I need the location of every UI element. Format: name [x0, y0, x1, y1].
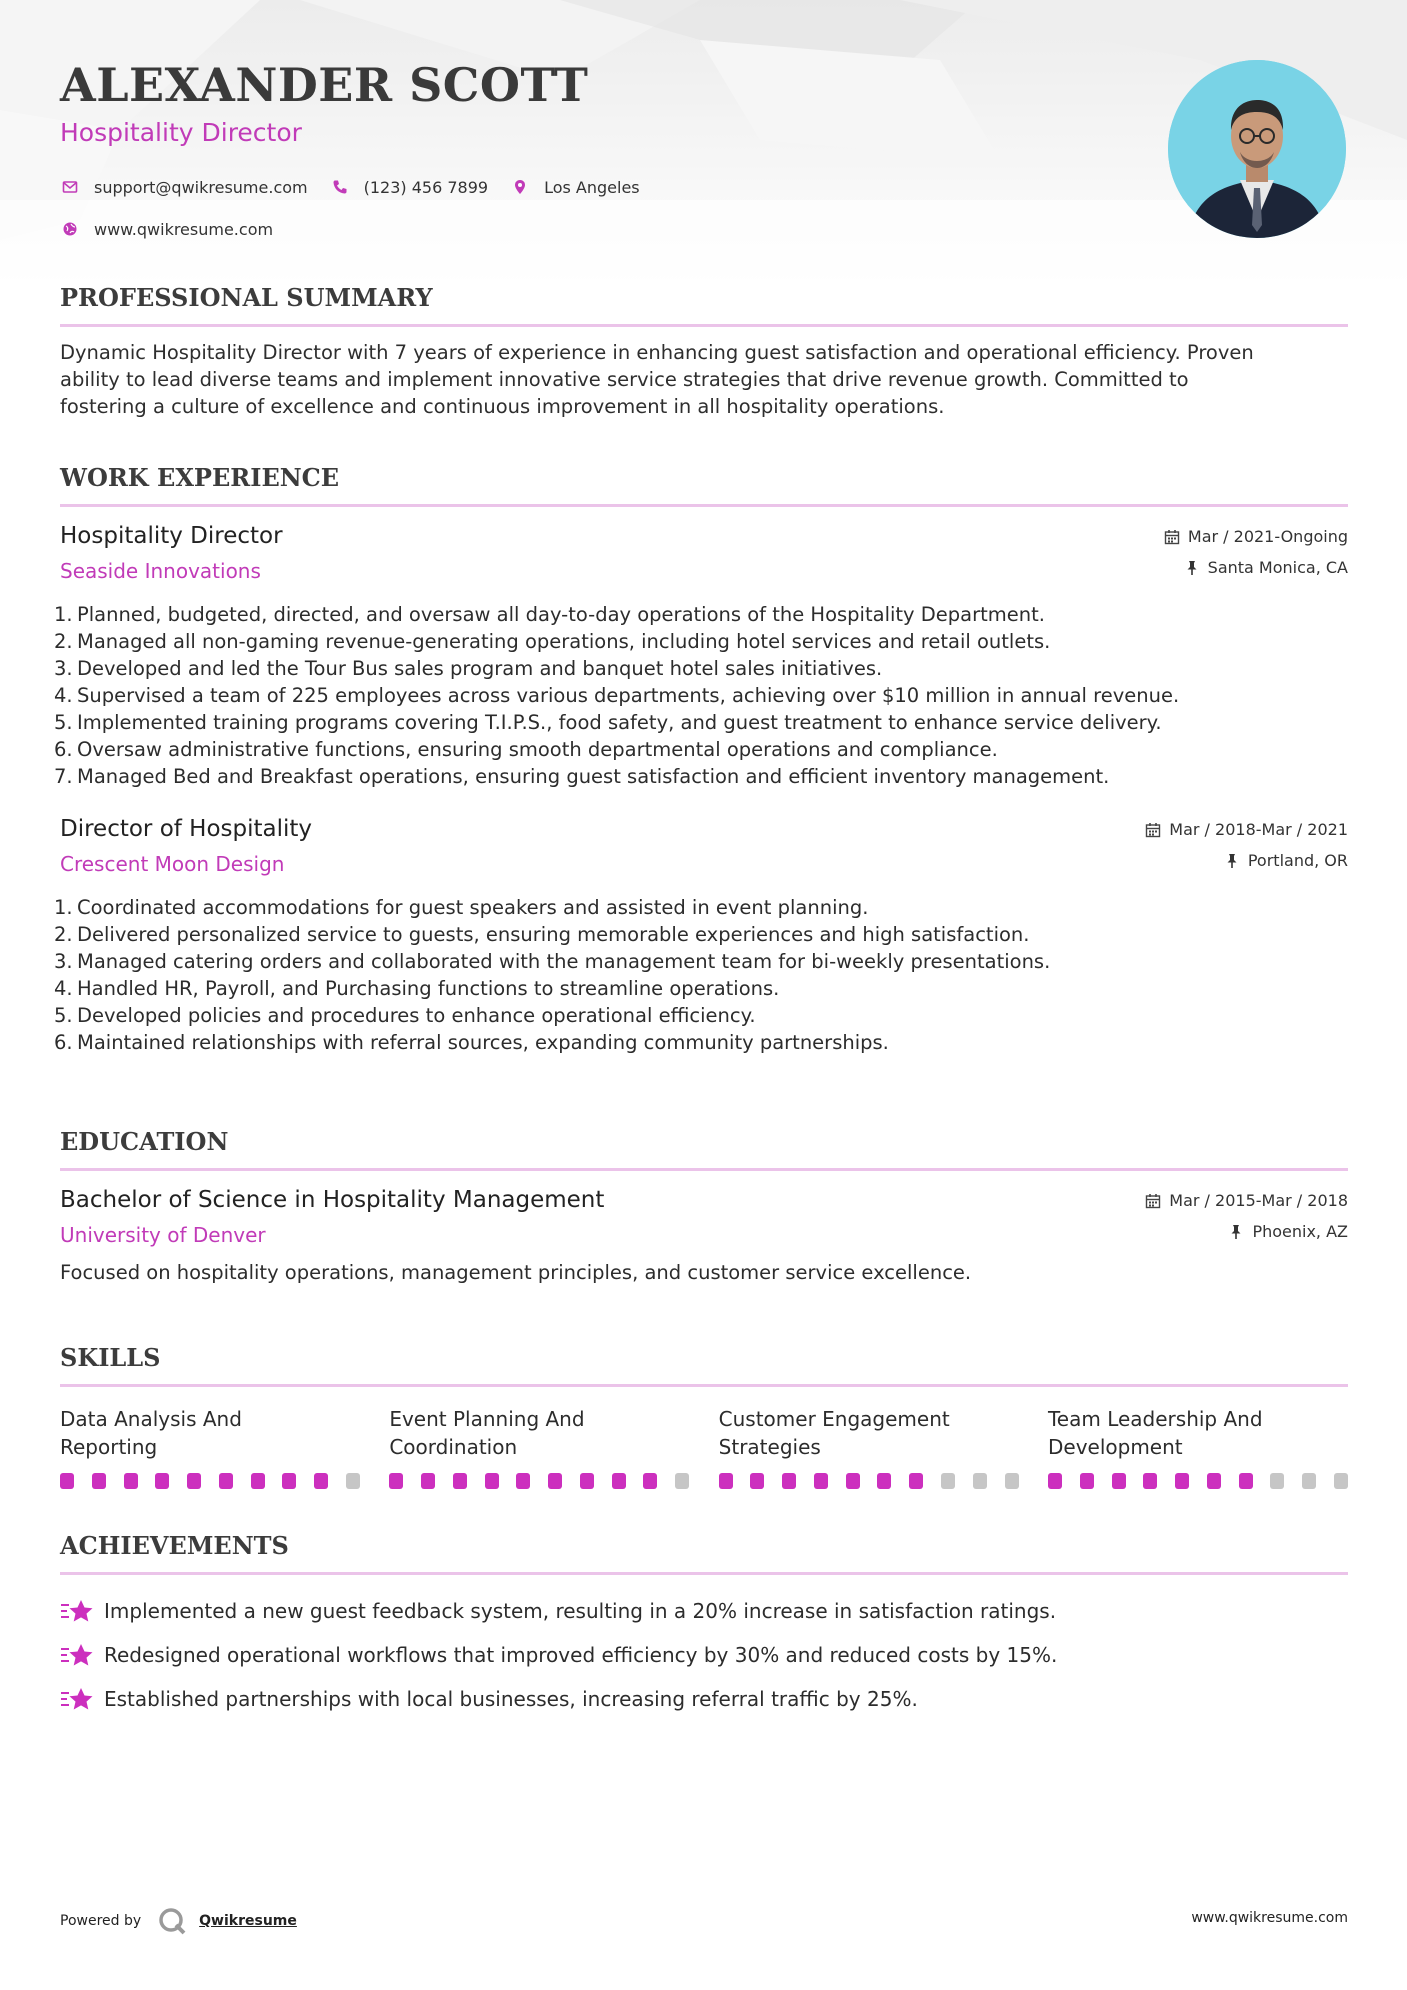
section-divider — [60, 1572, 1348, 1575]
summary-line: ability to lead diverse teams and implement innovative service strategies that drive revenue growth. Committed to — [60, 368, 1189, 391]
rating-dot-empty — [973, 1473, 987, 1489]
list-item: 6. Maintained relationships with referral sources, expanding community partnerships. — [54, 1031, 889, 1054]
job-date-text: Mar / 2018-Mar / 2021 — [1169, 820, 1348, 839]
rating-dot-empty — [675, 1473, 689, 1489]
list-item: 7. Managed Bed and Breakfast operations, ensuring guest satisfaction and efficient inventory management. — [54, 765, 1110, 788]
skill-rating — [1048, 1473, 1348, 1489]
rating-dot-filled — [219, 1473, 233, 1489]
phone-text: (123) 456 7899 — [363, 177, 489, 197]
contact-location — [510, 177, 640, 197]
degree: Bachelor of Science in Hospitality Management — [60, 1187, 605, 1213]
skill-rating — [60, 1473, 360, 1489]
job-bullets — [54, 601, 1348, 790]
star-icon — [60, 1685, 94, 1713]
achievement-item — [60, 1589, 1348, 1633]
achievement-text: Established partnerships with local businesses, increasing referral traffic by 25%. — [104, 1687, 918, 1711]
rating-dot-filled — [421, 1473, 435, 1489]
brand-link[interactable]: Qwikresume — [199, 1913, 297, 1929]
rating-dot-filled — [877, 1473, 891, 1489]
rating-dot-filled — [187, 1473, 201, 1489]
rating-dot-filled — [1175, 1473, 1189, 1489]
job-location-text: Santa Monica, CA — [1207, 558, 1348, 577]
job-title: Hospitality Director — [60, 523, 283, 549]
job-date — [1145, 820, 1348, 839]
skill-rating — [719, 1473, 1019, 1489]
rating-dot-filled — [612, 1473, 626, 1489]
powered-by — [60, 1906, 297, 1936]
rating-dot-filled — [782, 1473, 796, 1489]
education-date-text: Mar / 2015-Mar / 2018 — [1169, 1191, 1348, 1210]
education-entry — [60, 1187, 1348, 1284]
rating-dot-filled — [814, 1473, 828, 1489]
job-date-text: Mar / 2021-Ongoing — [1187, 527, 1348, 546]
profile-photo — [1168, 60, 1346, 238]
summary-section — [60, 280, 1348, 420]
skill-item — [1048, 1405, 1348, 1489]
job-company: Crescent Moon Design — [60, 852, 285, 876]
education-date — [1145, 1191, 1348, 1210]
section-heading: PROFESSIONAL SUMMARY — [60, 283, 433, 312]
section-divider — [60, 1168, 1348, 1171]
job-entry — [54, 816, 1348, 1056]
resume-page — [54, 0, 1348, 1990]
rating-dot-filled — [1207, 1473, 1221, 1489]
section-heading: SKILLS — [60, 1343, 161, 1372]
footer — [60, 1896, 1348, 1936]
rating-dot-empty — [1005, 1473, 1019, 1489]
rating-dot-filled — [846, 1473, 860, 1489]
list-item: 4. Handled HR, Payroll, and Purchasing functions to streamline operations. — [54, 977, 780, 1000]
section-divider — [60, 1384, 1348, 1387]
list-item: 4. Supervised a team of 225 employees across various departments, achieving over $10 million in annual revenue. — [54, 684, 1180, 707]
rating-dot-filled — [1143, 1473, 1157, 1489]
rating-dot-filled — [750, 1473, 764, 1489]
summary-line: fostering a culture of excellence and continuous improvement in all hospitality operations. — [60, 395, 945, 418]
calendar-icon — [1145, 822, 1161, 838]
skill-rating — [389, 1473, 689, 1489]
achievements-list — [60, 1589, 1348, 1721]
job-company: Seaside Innovations — [60, 559, 261, 583]
summary-line: Dynamic Hospitality Director with 7 years of experience in enhancing guest satisfaction and operational efficiency. Proven — [60, 341, 1254, 364]
rating-dot-filled — [1048, 1473, 1062, 1489]
job-entry — [54, 523, 1348, 790]
contact-website[interactable] — [60, 219, 273, 239]
achievements-section — [60, 1528, 1348, 1721]
contact-email[interactable] — [60, 177, 308, 197]
rating-dot-filled — [719, 1473, 733, 1489]
candidate-title: Hospitality Director — [60, 118, 302, 147]
experience-section — [54, 460, 1348, 1056]
rating-dot-filled — [124, 1473, 138, 1489]
skill-item — [60, 1405, 360, 1489]
pushpin-icon — [1228, 1224, 1244, 1240]
education-section — [60, 1124, 1348, 1284]
achievement-item — [60, 1677, 1348, 1721]
summary-text — [60, 339, 1348, 420]
skill-name: Customer Engagement Strategies — [718, 1407, 950, 1459]
skill-name: Team Leadership And Development — [1047, 1407, 1263, 1459]
rating-dot-filled — [453, 1473, 467, 1489]
skills-grid — [60, 1405, 1348, 1489]
education-location — [1228, 1222, 1348, 1241]
job-title: Director of Hospitality — [60, 816, 313, 842]
contact-row — [60, 214, 662, 244]
education-location-text: Phoenix, AZ — [1252, 1222, 1348, 1241]
website-text: www.qwikresume.com — [94, 219, 274, 239]
list-item: 1. Coordinated accommodations for guest speakers and assisted in event planning. — [54, 896, 869, 919]
skill-name: Data Analysis And Reporting — [60, 1407, 242, 1459]
rating-dot-empty — [941, 1473, 955, 1489]
job-location — [1224, 851, 1348, 870]
list-item: 1. Planned, budgeted, directed, and oversaw all day-to-day operations of the Hospitality Department. — [54, 603, 1045, 626]
contact-info — [60, 172, 662, 256]
rating-dot-filled — [580, 1473, 594, 1489]
calendar-icon — [1164, 529, 1180, 545]
email-text: support@qwikresume.com — [94, 177, 308, 197]
section-heading: WORK EXPERIENCE — [60, 463, 340, 492]
section-heading: ACHIEVEMENTS — [60, 1531, 289, 1560]
list-item: 2. Delivered personalized service to guests, ensuring memorable experiences and high satisfaction. — [54, 923, 1030, 946]
section-heading: EDUCATION — [60, 1127, 229, 1156]
skill-name: Event Planning And Coordination — [389, 1407, 585, 1459]
rating-dot-filled — [282, 1473, 296, 1489]
star-icon — [60, 1641, 94, 1669]
pushpin-icon — [1224, 853, 1240, 869]
list-item: 3. Managed catering orders and collaborated with the management team for bi-weekly presentations. — [54, 950, 1051, 973]
candidate-name: ALEXANDER SCOTT — [60, 58, 589, 112]
location-text: Los Angeles — [544, 177, 640, 197]
achievement-text: Redesigned operational workflows that improved efficiency by 30% and reduced costs by 15%. — [104, 1643, 1058, 1667]
job-date — [1164, 527, 1348, 546]
rating-dot-empty — [346, 1473, 360, 1489]
rating-dot-filled — [60, 1473, 74, 1489]
rating-dot-filled — [314, 1473, 328, 1489]
rating-dot-empty — [1270, 1473, 1284, 1489]
email-icon — [60, 177, 80, 197]
list-item: 5. Developed policies and procedures to enhance operational efficiency. — [54, 1004, 756, 1027]
rating-dot-filled — [389, 1473, 403, 1489]
school: University of Denver — [60, 1223, 266, 1247]
achievement-text: Implemented a new guest feedback system, resulting in a 20% increase in satisfaction ratings. — [104, 1599, 1057, 1623]
rating-dot-filled — [92, 1473, 106, 1489]
powered-by-label: Powered by — [60, 1913, 142, 1929]
footer-website[interactable]: www.qwikresume.com — [1191, 1910, 1348, 1926]
globe-icon — [60, 219, 80, 239]
rating-dot-filled — [548, 1473, 562, 1489]
rating-dot-filled — [909, 1473, 923, 1489]
star-icon — [60, 1597, 94, 1625]
phone-icon — [330, 177, 350, 197]
contact-row — [60, 172, 662, 202]
skill-item — [719, 1405, 1019, 1489]
job-bullets — [54, 894, 1348, 1056]
list-item: 6. Oversaw administrative functions, ensuring smooth departmental operations and compliance. — [54, 738, 998, 761]
job-location — [1184, 558, 1348, 577]
rating-dot-empty — [1302, 1473, 1316, 1489]
achievement-item — [60, 1633, 1348, 1677]
list-item: 3. Developed and led the Tour Bus sales program and banquet hotel sales initiatives. — [54, 657, 883, 680]
education-description: Focused on hospitality operations, management principles, and customer service excellence. — [60, 1261, 972, 1284]
rating-dot-filled — [155, 1473, 169, 1489]
contact-phone[interactable] — [330, 177, 488, 197]
rating-dot-filled — [1239, 1473, 1253, 1489]
rating-dot-filled — [516, 1473, 530, 1489]
section-divider — [60, 324, 1348, 327]
rating-dot-filled — [251, 1473, 265, 1489]
job-location-text: Portland, OR — [1247, 851, 1348, 870]
rating-dot-filled — [485, 1473, 499, 1489]
skill-item — [389, 1405, 689, 1489]
section-divider — [60, 504, 1348, 507]
rating-dot-filled — [643, 1473, 657, 1489]
pushpin-icon — [1184, 560, 1200, 576]
location-pin-icon — [510, 177, 530, 197]
calendar-icon — [1145, 1193, 1161, 1209]
list-item: 5. Implemented training programs covering T.I.P.S., food safety, and guest treatment to enhance service delivery. — [54, 711, 1162, 734]
list-item: 2. Managed all non-gaming revenue-generating operations, including hotel services and retail outlets. — [54, 630, 1051, 653]
rating-dot-filled — [1080, 1473, 1094, 1489]
qwikresume-logo-icon — [157, 1906, 187, 1936]
rating-dot-filled — [1112, 1473, 1126, 1489]
skills-section — [60, 1340, 1348, 1489]
rating-dot-empty — [1334, 1473, 1348, 1489]
